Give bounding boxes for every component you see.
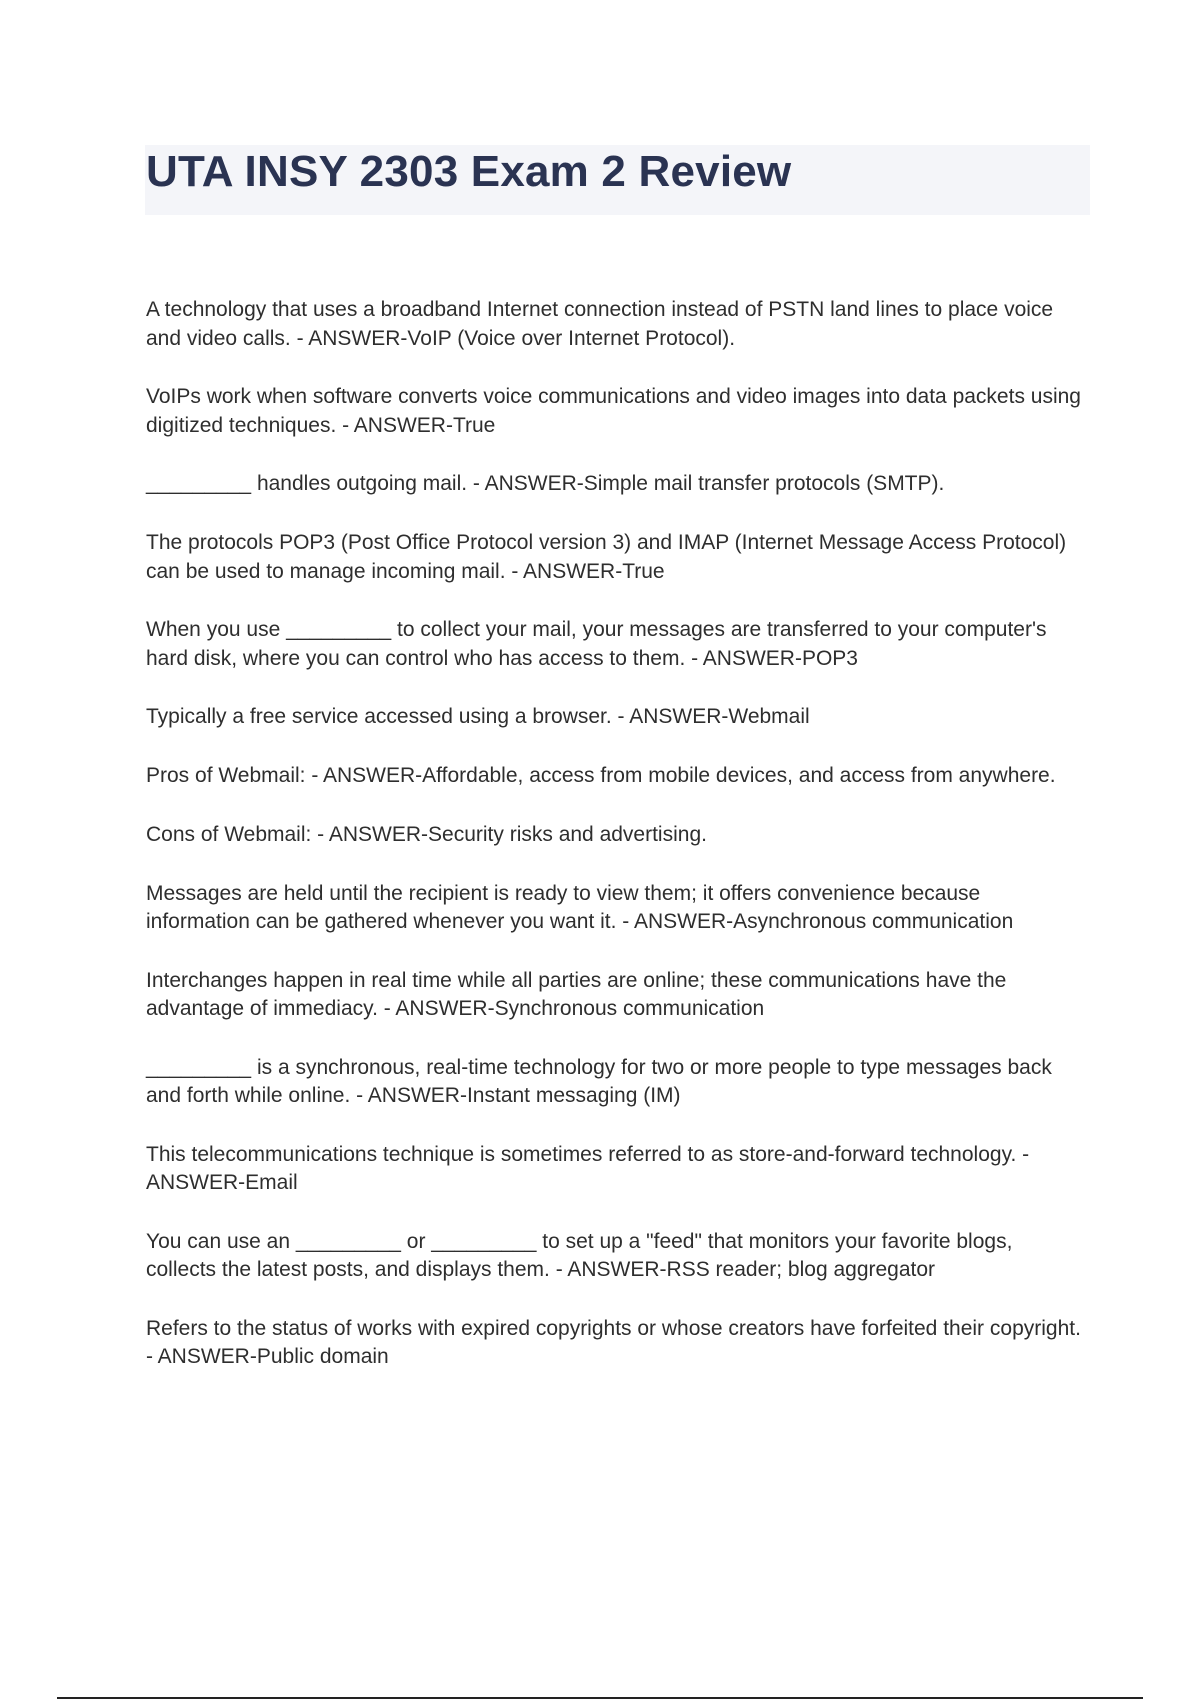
qa-item-instant-messaging: _________ is a synchronous, real-time technology for two or more people to type messages back and forth while online. - ANSWER-Instant messaging (IM) [146,1055,1052,1107]
qa-item-webmail-cons: Cons of Webmail: - ANSWER-Security risks and advertising. [146,822,707,846]
qa-list [146,296,1086,1402]
qa-item-smtp: _________ handles outgoing mail. - ANSWER-Simple mail transfer protocols (SMTP). [146,472,945,495]
qa-item-voip: A technology that uses a broadband Internet connection instead of PSTN land lines to place voice and video calls. - ANSWER-VoIP (Voice over Internet Protocol). [146,298,1054,350]
qa-item-pop3-imap: The protocols POP3 (Post Office Protocol version 3) and IMAP (Internet Message Access Protocol) can be used to manage incoming mail. - ANSWER-True [146,531,1067,583]
qa-item-email: This telecommunications technique is sometimes referred to as store-and-forward technology. - ANSWER-Email [146,1142,1030,1194]
qa-item-webmail-pros: Pros of Webmail: - ANSWER-Affordable, access from mobile devices, and access from anywhere. [146,764,1056,787]
qa-item-public-domain: Refers to the status of works with expired copyrights or whose creators have forfeited their copyright. - ANSWER-Public domain [146,1316,1081,1368]
qa-item-synchronous: Interchanges happen in real time while all parties are online; these communications have the advantage of immediacy. - ANSWER-Synchronous communication [146,968,1007,1020]
qa-item-voip-packets: VoIPs work when software converts voice communications and video images into data packets using digitized techniques. - ANSWER-True [146,385,1081,437]
qa-item-pop3: When you use _________ to collect your mail, your messages are transferred to your computer's hard disk, where you can control who has access to them. - ANSWER-POP3 [146,618,1047,670]
page-title: UTA INSY 2303 Exam 2 Review [146,147,792,196]
qa-item-asynchronous: Messages are held until the recipient is ready to view them; it offers convenience because information can be gathered whenever you want it. - ANSWER-Asynchronous communication [146,881,1014,933]
footer-rule [57,1697,1143,1699]
qa-item-webmail: Typically a free service accessed using a browser. - ANSWER-Webmail [146,705,810,728]
qa-item-rss: You can use an _________ or _________ to set up a "feed" that monitors your favorite blogs, collects the latest posts, and displays them. - ANSWER-RSS reader; blog aggregator [146,1229,1013,1281]
